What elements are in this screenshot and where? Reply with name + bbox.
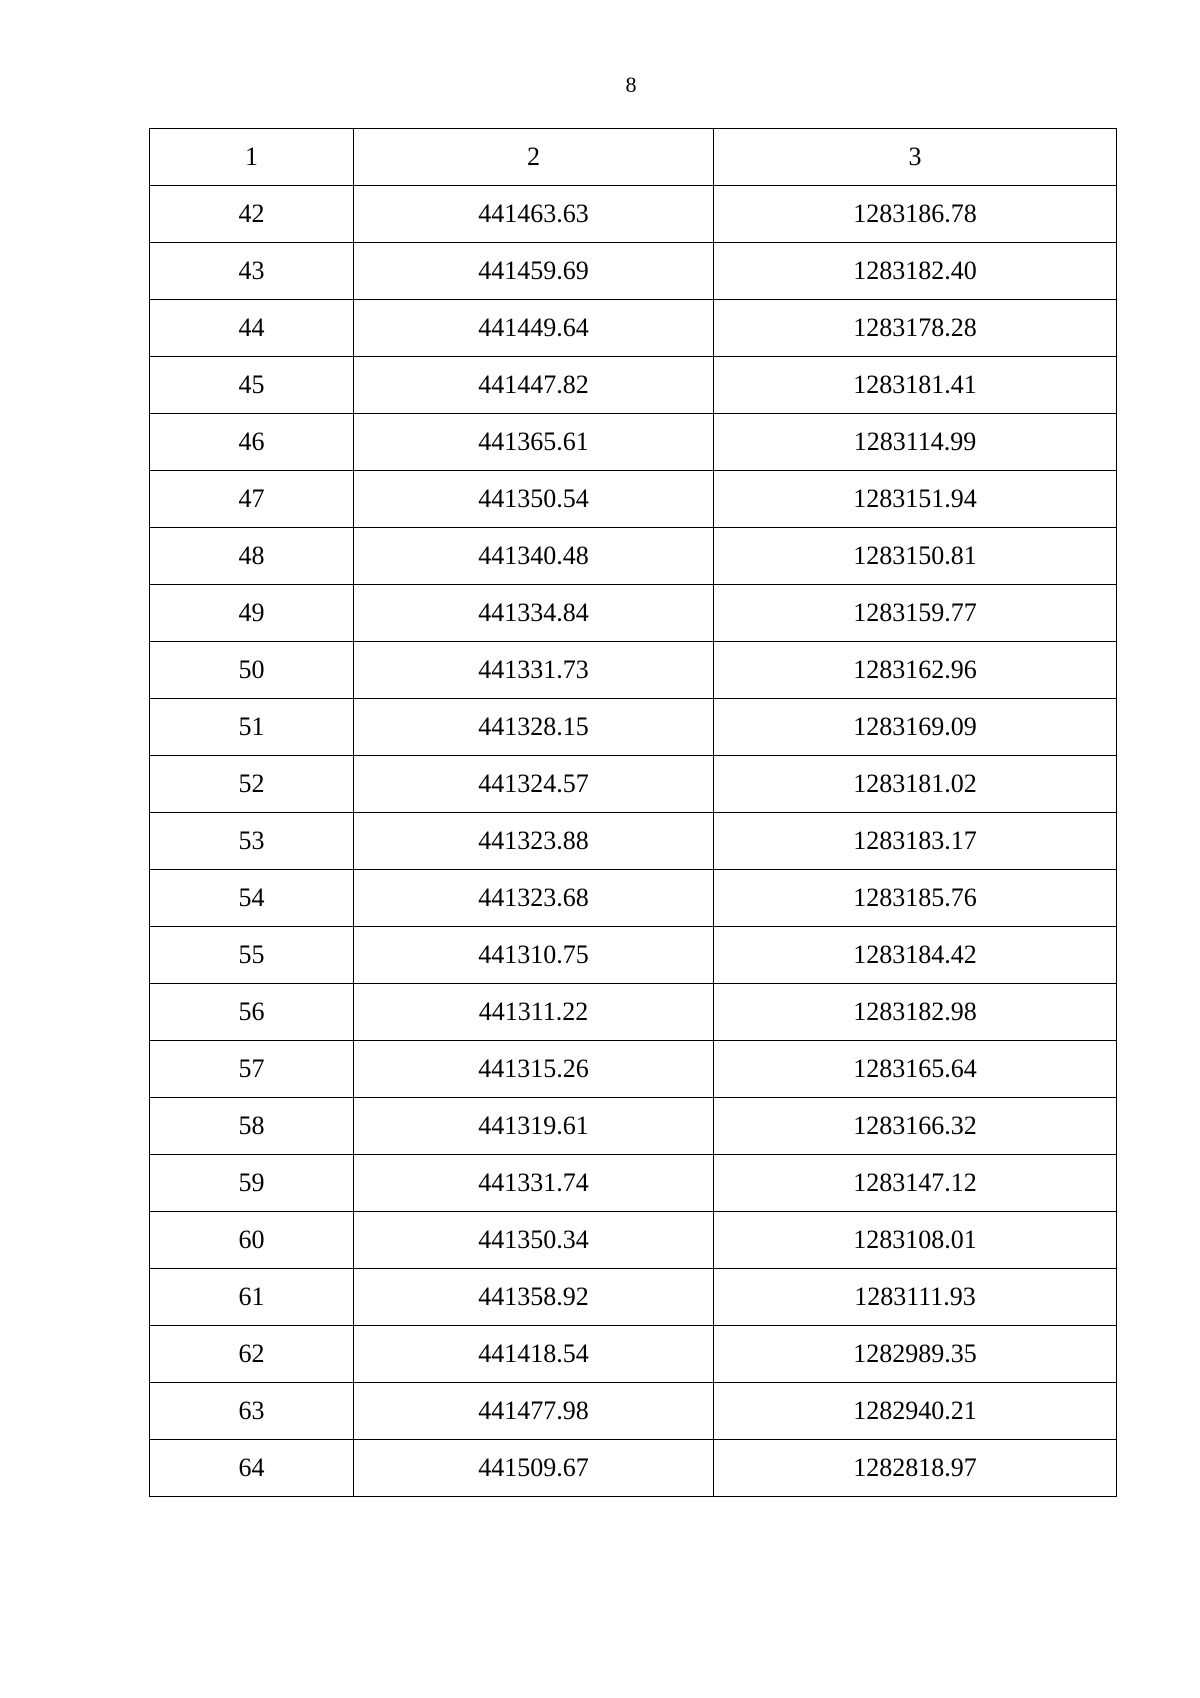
coordinate-y-cell: 1283151.94 [714, 471, 1117, 528]
coordinate-x-cell: 441328.15 [354, 699, 714, 756]
header-cell-1: 1 [150, 129, 354, 186]
point-number-cell: 64 [150, 1440, 354, 1497]
point-number-cell: 62 [150, 1326, 354, 1383]
table-row [150, 300, 1117, 357]
table-row [150, 1326, 1117, 1383]
point-number-cell: 42 [150, 186, 354, 243]
table-row [150, 813, 1117, 870]
point-number-cell: 48 [150, 528, 354, 585]
coordinate-y-cell: 1283165.64 [714, 1041, 1117, 1098]
point-number-cell: 45 [150, 357, 354, 414]
coordinate-x-cell: 441350.34 [354, 1212, 714, 1269]
point-number-cell: 58 [150, 1098, 354, 1155]
point-number-cell: 51 [150, 699, 354, 756]
coordinate-x-cell: 441358.92 [354, 1269, 714, 1326]
coordinate-x-cell: 441323.88 [354, 813, 714, 870]
coordinate-y-cell: 1283183.17 [714, 813, 1117, 870]
coordinate-y-cell: 1283182.40 [714, 243, 1117, 300]
coordinate-x-cell: 441334.84 [354, 585, 714, 642]
coordinate-y-cell: 1282818.97 [714, 1440, 1117, 1497]
table-row [150, 585, 1117, 642]
point-number-cell: 59 [150, 1155, 354, 1212]
coordinate-y-cell: 1283162.96 [714, 642, 1117, 699]
point-number-cell: 57 [150, 1041, 354, 1098]
point-number-cell: 54 [150, 870, 354, 927]
coordinate-y-cell: 1283147.12 [714, 1155, 1117, 1212]
coordinate-x-cell: 441418.54 [354, 1326, 714, 1383]
table-row [150, 1269, 1117, 1326]
table-row [150, 927, 1117, 984]
table-row [150, 414, 1117, 471]
table-row [150, 642, 1117, 699]
table-row [150, 357, 1117, 414]
coordinate-y-cell: 1283182.98 [714, 984, 1117, 1041]
coordinate-y-cell: 1282940.21 [714, 1383, 1117, 1440]
coordinate-y-cell: 1283114.99 [714, 414, 1117, 471]
point-number-cell: 50 [150, 642, 354, 699]
coordinate-y-cell: 1283181.41 [714, 357, 1117, 414]
point-number-cell: 52 [150, 756, 354, 813]
coordinates-table [149, 128, 1117, 1497]
point-number-cell: 61 [150, 1269, 354, 1326]
header-cell-2: 2 [354, 129, 714, 186]
point-number-cell: 47 [150, 471, 354, 528]
table-header-row [150, 129, 1117, 186]
table-row [150, 1041, 1117, 1098]
coordinate-x-cell: 441315.26 [354, 1041, 714, 1098]
coordinate-x-cell: 441319.61 [354, 1098, 714, 1155]
table-body [150, 129, 1117, 1497]
coordinate-y-cell: 1282989.35 [714, 1326, 1117, 1383]
coordinate-y-cell: 1283166.32 [714, 1098, 1117, 1155]
point-number-cell: 43 [150, 243, 354, 300]
coordinate-y-cell: 1283186.78 [714, 186, 1117, 243]
table-row [150, 756, 1117, 813]
table-row [150, 699, 1117, 756]
coordinate-x-cell: 441459.69 [354, 243, 714, 300]
coordinate-y-cell: 1283111.93 [714, 1269, 1117, 1326]
coordinate-y-cell: 1283159.77 [714, 585, 1117, 642]
coordinate-x-cell: 441311.22 [354, 984, 714, 1041]
table-row [150, 870, 1117, 927]
coordinate-y-cell: 1283184.42 [714, 927, 1117, 984]
coordinate-x-cell: 441463.63 [354, 186, 714, 243]
table-row [150, 528, 1117, 585]
point-number-cell: 63 [150, 1383, 354, 1440]
table-row [150, 471, 1117, 528]
point-number-cell: 49 [150, 585, 354, 642]
table-row [150, 186, 1117, 243]
table-row [150, 1212, 1117, 1269]
coordinate-x-cell: 441350.54 [354, 471, 714, 528]
coordinate-x-cell: 441449.64 [354, 300, 714, 357]
header-cell-3: 3 [714, 129, 1117, 186]
table-row [150, 1098, 1117, 1155]
point-number-cell: 53 [150, 813, 354, 870]
coordinate-x-cell: 441324.57 [354, 756, 714, 813]
table-row [150, 243, 1117, 300]
table-row [150, 1155, 1117, 1212]
page-number: 8 [625, 72, 637, 97]
coordinate-y-cell: 1283181.02 [714, 756, 1117, 813]
point-number-cell: 60 [150, 1212, 354, 1269]
coordinate-x-cell: 441477.98 [354, 1383, 714, 1440]
coordinate-x-cell: 441331.73 [354, 642, 714, 699]
coordinate-y-cell: 1283185.76 [714, 870, 1117, 927]
table-row [150, 984, 1117, 1041]
coordinate-y-cell: 1283169.09 [714, 699, 1117, 756]
coordinate-y-cell: 1283178.28 [714, 300, 1117, 357]
point-number-cell: 55 [150, 927, 354, 984]
coordinate-y-cell: 1283150.81 [714, 528, 1117, 585]
point-number-cell: 44 [150, 300, 354, 357]
coordinate-x-cell: 441310.75 [354, 927, 714, 984]
point-number-cell: 56 [150, 984, 354, 1041]
coordinate-y-cell: 1283108.01 [714, 1212, 1117, 1269]
table-row [150, 1383, 1117, 1440]
coordinate-x-cell: 441509.67 [354, 1440, 714, 1497]
coordinate-x-cell: 441323.68 [354, 870, 714, 927]
coordinate-x-cell: 441365.61 [354, 414, 714, 471]
coordinate-x-cell: 441447.82 [354, 357, 714, 414]
point-number-cell: 46 [150, 414, 354, 471]
coordinate-x-cell: 441340.48 [354, 528, 714, 585]
coordinate-x-cell: 441331.74 [354, 1155, 714, 1212]
table-row [150, 1440, 1117, 1497]
